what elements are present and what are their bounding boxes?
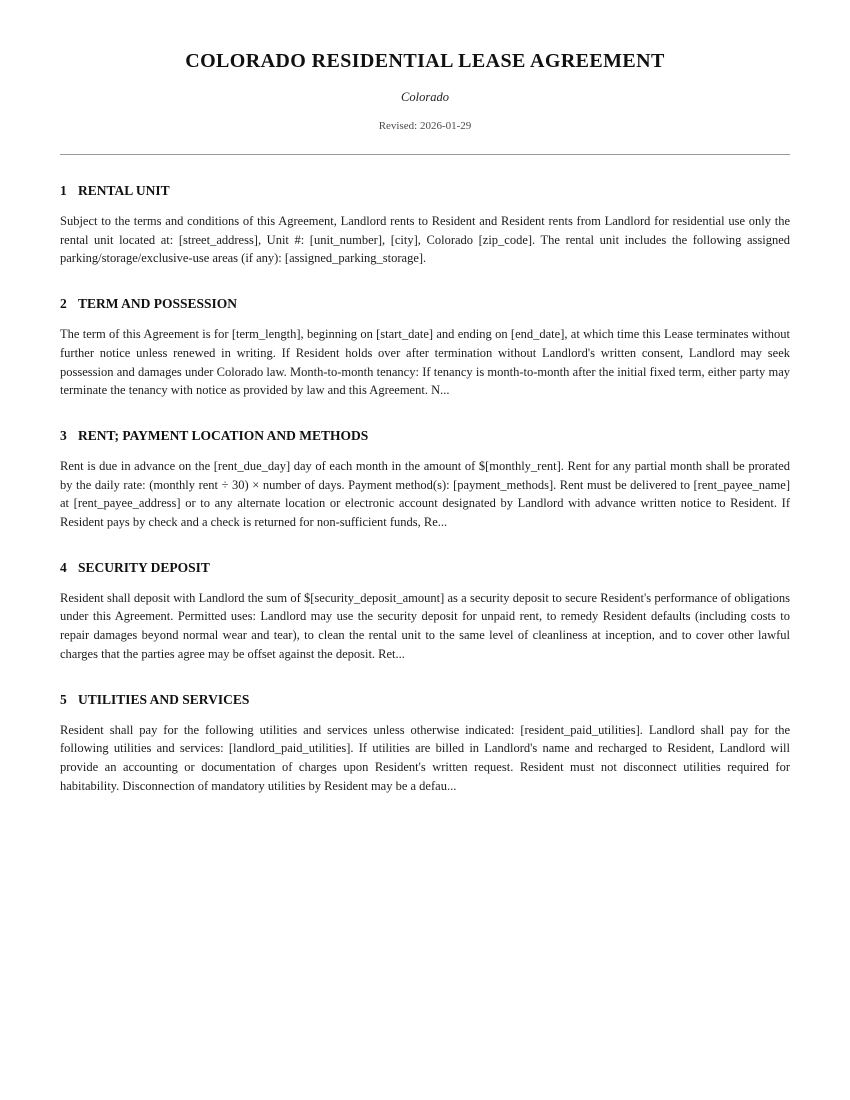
section-body-text: The term of this Agreement is for [term_length], beginning on [start_date] and ending on [end_date], at which time this Lease terminates without further notice unless renewed in writing. If Resident holds over after termination without Landlord's written consent, Landlord may seek possession and damages under Colorado law. Month-to-month tenancy: If tenancy is month-to-month after the initial fixed term, either party may terminate the tenancy with notice as provided by law and this Agreement. N... (60, 327, 790, 398)
section-heading-label: RENTAL UNIT (78, 183, 170, 198)
section-number: 2 (60, 296, 67, 312)
header-divider (60, 154, 790, 155)
section-number: 5 (60, 691, 67, 707)
section-heading (60, 692, 790, 708)
section-number: 4 (60, 559, 67, 575)
section-heading-label: UTILITIES AND SERVICES (78, 691, 250, 707)
section-body-text: Resident shall deposit with Landlord the sum of $[security_deposit_amount] as a security deposit to secure Resident's performance of obligations under this Agreement. Permitted uses: Landlord may use the security deposit for unpaid rent, to remedy Resident defaults (including costs to repair damages beyond normal wear and tear), to clean the rental unit to the same level of cleanliness at inception, and to cover other lawful charges that the parties agree may be offset against the deposit. Ret... (60, 590, 790, 661)
page-title: COLORADO RESIDENTIAL LEASE AGREEMENT (185, 50, 665, 72)
revision-date: Revised: 2026-01-29 (378, 120, 472, 132)
section-security-deposit (60, 560, 790, 664)
section-heading (60, 296, 790, 312)
section-term-and-possession (60, 296, 790, 400)
section-utilities-services (60, 692, 790, 796)
section-number: 1 (60, 183, 67, 198)
section-number: 3 (60, 427, 67, 443)
section-heading (60, 183, 790, 199)
section-body-text: Rent is due in advance on the [rent_due_day] day of each month in the amount of $[monthly_rent]. Rent for any partial month shall be prorated by the daily rate: (monthly rent ÷ 30) × number of days. Payment method(s): [payment_methods]. Rent must be delivered to [rent_payee_name] at [rent_payee_address] or to any alternate location or electronic account designated by Landlord with advance written notice to Resident. If Resident pays by check and a check is returned for non-sufficient funds, Re... (60, 458, 790, 530)
section-heading (60, 560, 790, 576)
section-heading-label: SECURITY DEPOSIT (78, 559, 210, 575)
section-rent-payment (60, 428, 790, 532)
document-subtitle: Colorado (401, 90, 449, 104)
section-body-text: Resident shall pay for the following utilities and services unless otherwise indicated: [resident_paid_utilities]. Landlord shall pay for the following utilities and services: [landlord_paid_utilities]. If utilities are billed in Landlord's name and recharged to Resident, Landlord will provide an accounting or documentation of charges upon Resident's written request. Resident must not disconnect utilities required for habitability. Disconnection of mandatory utilities by Resident may be a defau... (60, 722, 790, 793)
section-heading (60, 428, 790, 444)
section-heading-label: RENT; PAYMENT LOCATION AND METHODS (78, 427, 369, 443)
section-heading-label: TERM AND POSSESSION (78, 296, 238, 312)
section-body-text: Subject to the terms and conditions of this Agreement, Landlord rents to Resident and Resident rents from Landlord for residential use only the rental unit located at: [street_address], Unit #: [unit_number], [city], Colorado [zip_code]. The rental unit includes the following assigned parking/storage/exclusive-use areas (if any): [assigned_parking_storage]. (60, 214, 790, 266)
section-rental-unit (60, 183, 790, 268)
